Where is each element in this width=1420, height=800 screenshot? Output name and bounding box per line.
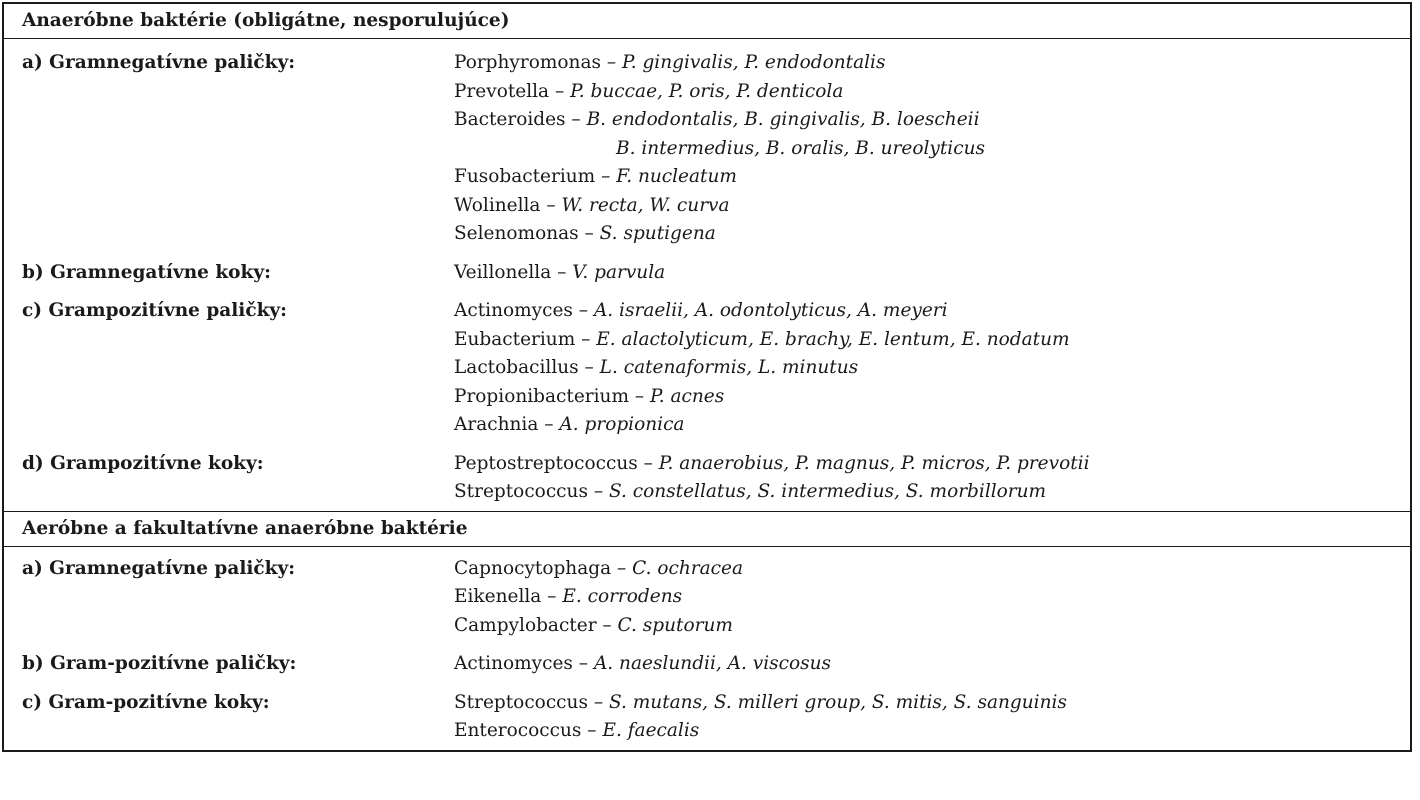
genus-name: Eikenella –: [454, 586, 563, 607]
group-label: c) Gram-pozitívne koky:: [22, 691, 270, 713]
group-gram-positive-cocci: [22, 689, 1392, 746]
section-body: [4, 39, 1410, 511]
group-label: a) Gramnegatívne paličky:: [22, 52, 296, 73]
genus-line: [454, 220, 1392, 249]
group-lines: [454, 297, 1392, 440]
genus-line: [454, 717, 1392, 746]
species-list: P. anaerobius, P. magnus, P. micros, P. prevotii: [658, 452, 1090, 474]
genus-name: Wolinella –: [454, 194, 562, 216]
genus-name: Arachnia –: [454, 414, 560, 435]
species-list: E. corrodens: [562, 586, 683, 607]
group-gram-negative-rods: [22, 555, 1392, 641]
bacteria-table: [2, 2, 1412, 752]
genus-name: Eubacterium –: [454, 328, 597, 350]
genus-line: [454, 411, 1392, 440]
species-list: C. ochracea: [632, 557, 744, 579]
species-list: A. naeslundii, A. viscosus: [593, 653, 832, 674]
section-body: [4, 547, 1410, 750]
group-label: b) Gramnegatívne koky:: [22, 261, 271, 283]
genus-line: [454, 326, 1392, 355]
genus-name: Propionibacterium –: [454, 385, 651, 407]
group-lines: [454, 450, 1392, 507]
species-list: A. israelii, A. odontolyticus, A. meyeri: [593, 300, 948, 321]
section-aerobic: [4, 511, 1410, 750]
genus-line: [454, 297, 1392, 326]
genus-name: Lactobacillus –: [454, 357, 600, 378]
species-list: B. intermedius, B. oralis, B. ureolyticus: [616, 137, 985, 159]
species-list: W. recta, W. curva: [561, 194, 730, 216]
genus-line: [454, 259, 1392, 288]
genus-name: Prevotella –: [454, 80, 571, 102]
group-label: c) Grampozitívne paličky:: [22, 300, 287, 321]
genus-name: Enterococcus –: [454, 720, 603, 741]
section-title: Anaeróbne baktérie (obligátne, nesporulujúce): [4, 4, 1410, 39]
genus-line: [454, 106, 1392, 135]
genus-name: Peptostreptococcus –: [454, 452, 659, 474]
group-lines: [454, 555, 1392, 641]
section-title: Aeróbne a fakultatívne anaeróbne baktérie: [4, 512, 1410, 547]
genus-name: Streptococcus –: [454, 691, 609, 713]
genus-name: Actinomyces –: [454, 653, 594, 674]
group-label: a) Gramnegatívne paličky:: [22, 557, 296, 579]
species-list: S. mutans, S. milleri group, S. mitis, S. sanguinis: [608, 691, 1067, 713]
genus-line: [454, 450, 1392, 479]
genus-line: [454, 650, 1392, 679]
genus-line: [454, 383, 1392, 412]
genus-name: Capnocytophaga –: [454, 557, 633, 579]
species-list: F. nucleatum: [616, 166, 737, 187]
genus-line: [454, 354, 1392, 383]
genus-name: Fusobacterium –: [454, 166, 617, 187]
genus-name: Campylobacter –: [454, 614, 618, 636]
group-lines: [454, 689, 1392, 746]
group-lines: [454, 49, 1392, 249]
genus-line: [454, 163, 1392, 192]
genus-line: [454, 555, 1392, 584]
group-gram-positive-cocci: [22, 450, 1392, 507]
species-list: E. alactolyticum, E. brachy, E. lentum, E. nodatum: [596, 328, 1070, 350]
group-lines: [454, 650, 1392, 679]
group-gram-negative-cocci: [22, 259, 1392, 288]
species-list: P. acnes: [650, 385, 725, 407]
group-lines: [454, 259, 1392, 288]
group-label: b) Gram-pozitívne paličky:: [22, 653, 297, 674]
species-list: C. sputorum: [617, 614, 733, 636]
genus-name: Selenomonas –: [454, 223, 600, 244]
genus-line: [454, 78, 1392, 107]
group-gram-positive-rods: [22, 297, 1392, 440]
group-gram-negative-rods: [22, 49, 1392, 249]
genus-line: [454, 689, 1392, 718]
genus-name: Veillonella –: [454, 261, 573, 283]
species-list: V. parvula: [572, 261, 666, 283]
species-list: P. buccae, P. oris, P. denticola: [570, 80, 844, 102]
genus-name: Porphyromonas –: [454, 52, 622, 73]
species-list: P. gingivalis, P. endodontalis: [622, 52, 886, 73]
section-anaerobic: [4, 4, 1410, 511]
species-list: B. endodontalis, B. gingivalis, B. loescheii: [586, 109, 980, 130]
species-list: A. propionica: [559, 414, 685, 435]
species-list: L. catenaformis, L. minutus: [599, 357, 859, 378]
group-label: d) Grampozitívne koky:: [22, 452, 264, 474]
species-list: E. faecalis: [602, 720, 700, 741]
genus-line: [454, 583, 1392, 612]
genus-name: Actinomyces –: [454, 300, 594, 321]
species-list: S. sputigena: [599, 223, 716, 244]
genus-name: Bacteroides –: [454, 109, 587, 130]
genus-line: [454, 192, 1392, 221]
group-gram-positive-rods: [22, 650, 1392, 679]
genus-line: [454, 612, 1392, 641]
genus-line: [454, 49, 1392, 78]
genus-line-continuation: [454, 135, 1392, 164]
genus-name: Streptococcus –: [454, 481, 609, 502]
species-list: S. constellatus, S. intermedius, S. morbillorum: [608, 481, 1047, 502]
genus-line: [454, 478, 1392, 507]
